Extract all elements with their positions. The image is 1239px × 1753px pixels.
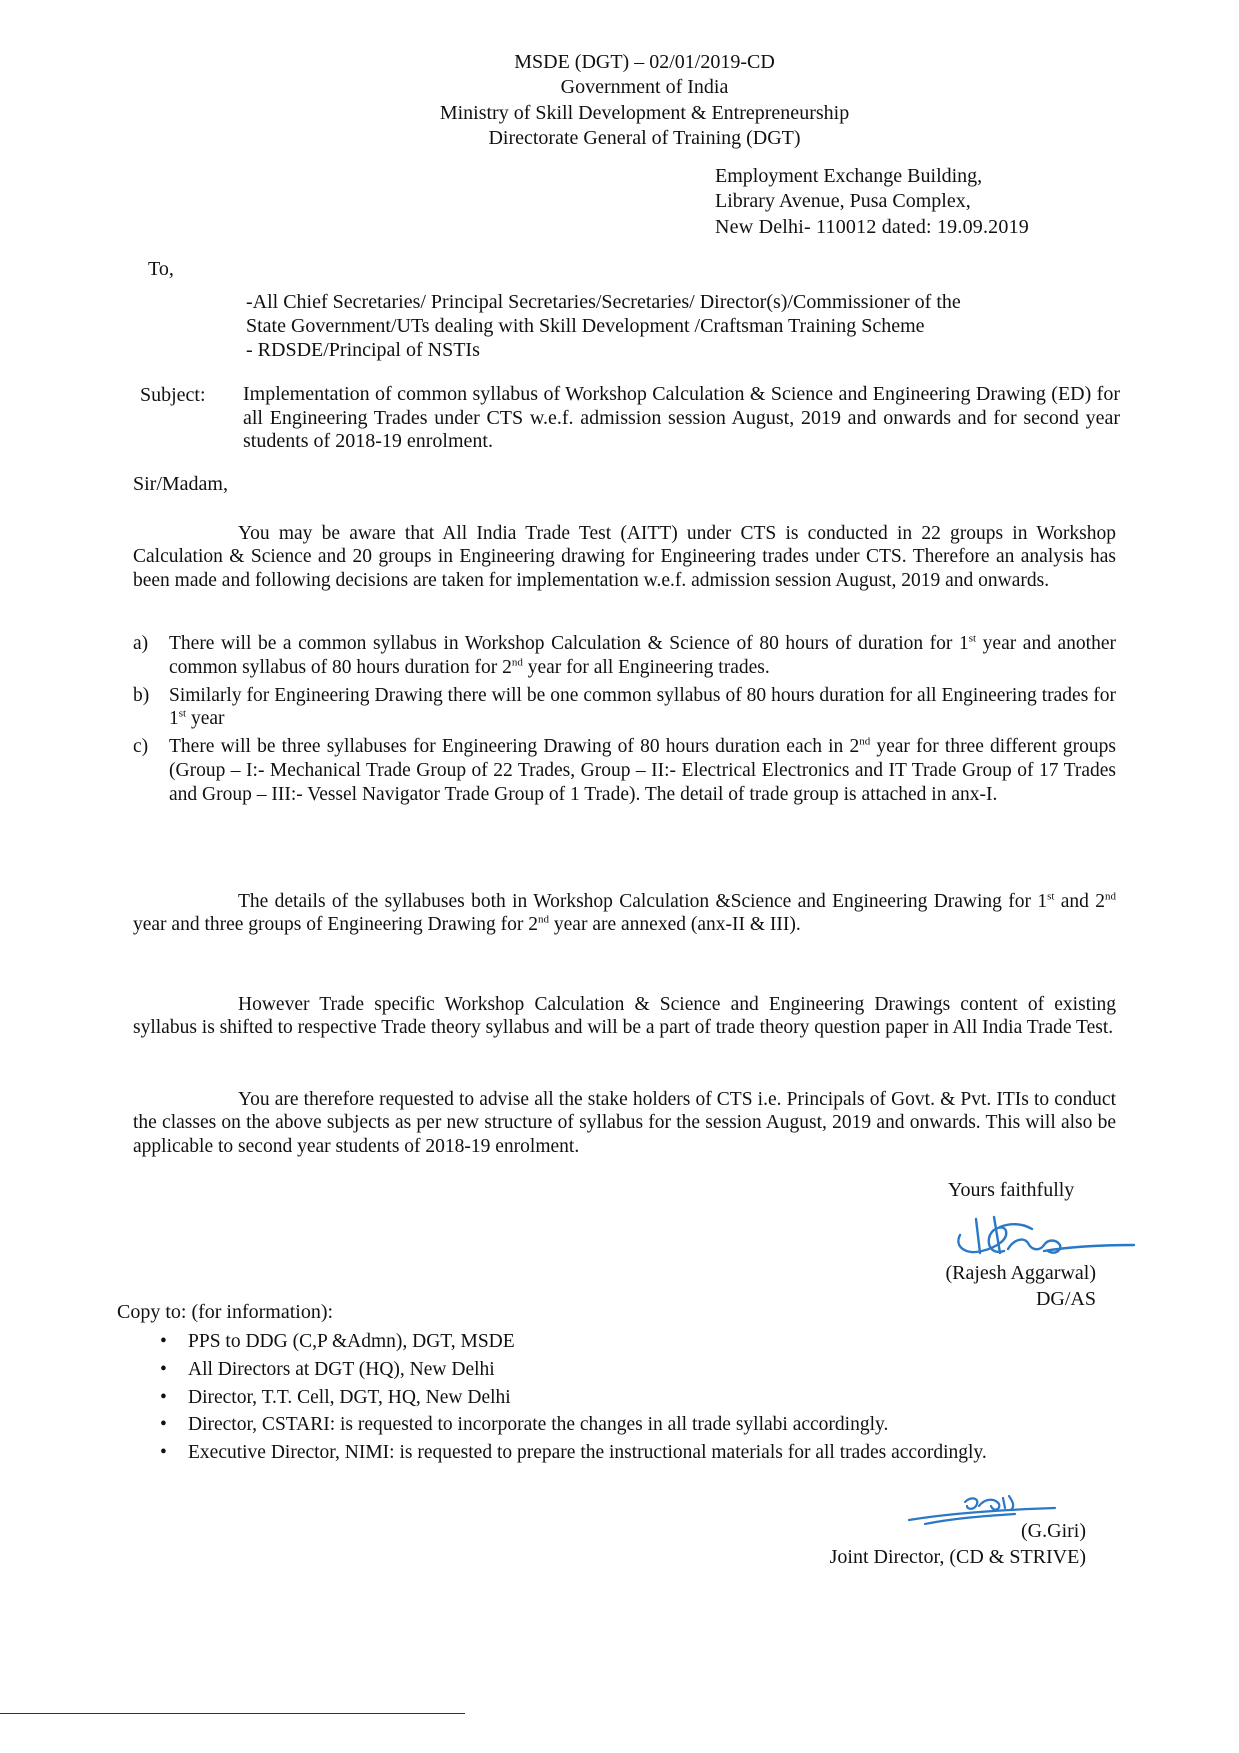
header-ministry: Ministry of Skill Development & Entrepreneurship	[439, 101, 850, 124]
bullet-icon: •	[160, 1331, 167, 1352]
subject-block	[140, 383, 1120, 454]
closing: Yours faithfully	[948, 1179, 1075, 1201]
list-item: • Director, T.T. Cell, DGT, HQ, New Delhi	[160, 1386, 511, 1408]
recipients-line-2: State Government/UTs dealing with Skill Development /Craftsman Training Scheme	[246, 315, 925, 337]
list-item: • PPS to DDG (C,P &Admn), DGT, MSDE	[160, 1331, 515, 1352]
list-marker: c)	[133, 736, 149, 758]
signatory-1	[920, 1260, 1096, 1313]
copy-to-label: Copy to: (for information):	[117, 1301, 334, 1323]
sender-address	[715, 164, 1029, 240]
signatory-2	[790, 1518, 1086, 1571]
list-item: b) Similarly for Engineering Drawing there will be one common syllabus of 80 hours duration for all Engineering trades for 1st year	[133, 684, 1116, 730]
header-directorate: Directorate General of Training (DGT)	[488, 127, 801, 150]
signatory-1-title: DG/AS	[1035, 1288, 1096, 1311]
list-item: • Director, CSTARI: is requested to incorporate the changes in all trade syllabi accordingly.	[160, 1414, 889, 1436]
recipients-line-1: -All Chief Secretaries/ Principal Secretaries/Secretaries/ Director(s)/Commissioner of the	[246, 291, 961, 313]
to-label: To,	[148, 258, 174, 280]
signatory-2-name: (G.Giri)	[1021, 1520, 1086, 1542]
recipients	[246, 290, 1086, 362]
paragraph-request: You are therefore requested to advise all the stake holders of CTS i.e. Principals of Govt. & Pvt. ITIs to conduct the classes on the above subjects as per new structure of syllabus for the session August, 2019 and onwards. This will also be applicable to second year students of 2018-19 enrolment.	[133, 1089, 1116, 1157]
decision-list	[133, 632, 1116, 810]
list-marker: b)	[133, 684, 150, 706]
list-marker: a)	[133, 633, 149, 654]
list-item: c) There will be three syllabuses for Engineering Drawing of 80 hours duration each in 2nd year for three different groups (Group – I:- Mechanical Trade Group of 22 Trades, Group – II:- Electrical Electronics and IT Trade Group of 17 Trades and Group – III:- Vessel Navigator Trade Group of 1 Trade). The detail of trade group is attached in anx-I.	[133, 735, 1116, 805]
signature-rajesh-aggarwal	[948, 1205, 1138, 1265]
paragraph-syllabus-details: The details of the syllabuses both in Workshop Calculation &Science and Engineering Drawing for 1st and 2nd year and three groups of Engineering Drawing for 2nd year are annexed (anx-II & III).	[133, 890, 1117, 936]
letter-header	[0, 50, 1239, 152]
paragraph-intro: You may be aware that All India Trade Test (AITT) under CTS is conducted in 22 groups in Workshop Calculation & Science and 20 groups in Engineering drawing for Engineering trades under CTS. Therefore an analysis has been made and following decisions are taken for implementation w.e.f. admission session August, 2019 and onwards.	[133, 523, 1116, 591]
bullet-icon: •	[160, 1358, 167, 1380]
bullet-icon: •	[160, 1414, 167, 1436]
subject-text: Implementation of common syllabus of Workshop Calculation & Science and Engineering Drawing (ED) for all Engineering Trades under CTS w.e.f. admission session August, 2019 and onwards and for second year students of 2018-19 enrolment.	[243, 383, 1120, 453]
list-item: • All Directors at DGT (HQ), New Delhi	[160, 1358, 495, 1380]
subject-label: Subject:	[140, 384, 206, 406]
bullet-icon: •	[160, 1386, 167, 1408]
address-date-line: New Delhi- 110012 dated: 19.09.2019	[715, 215, 1029, 238]
address-line-2: Library Avenue, Pusa Complex,	[715, 190, 971, 213]
recipients-line-3: - RDSDE/Principal of NSTIs	[246, 339, 480, 361]
reference-number: MSDE (DGT) – 02/01/2019-CD	[514, 51, 775, 73]
footer-rule	[0, 1713, 465, 1714]
signatory-1-name: (Rajesh Aggarwal)	[945, 1262, 1096, 1284]
bullet-icon: •	[160, 1442, 167, 1464]
header-government: Government of India	[560, 76, 729, 99]
paragraph-trade-specific: However Trade specific Workshop Calculation & Science and Engineering Drawings content of existing syllabus is shifted to respective Trade theory syllabus and will be a part of trade theory question paper in All India Trade Test.	[133, 994, 1116, 1039]
signatory-2-title: Joint Director, (CD & STRIVE)	[829, 1546, 1086, 1569]
list-item: a) There will be a common syllabus in Workshop Calculation & Science of 80 hours of duration for 1st year and another common syllabus of 80 hours duration for 2nd year for all Engineering trades.	[133, 632, 1116, 678]
salutation: Sir/Madam,	[133, 473, 228, 495]
address-line-1: Employment Exchange Building,	[715, 165, 983, 187]
list-item: • Executive Director, NIMI: is requested to prepare the instructional materials for all trades accordingly.	[160, 1442, 987, 1464]
copy-to-list	[160, 1330, 1040, 1469]
